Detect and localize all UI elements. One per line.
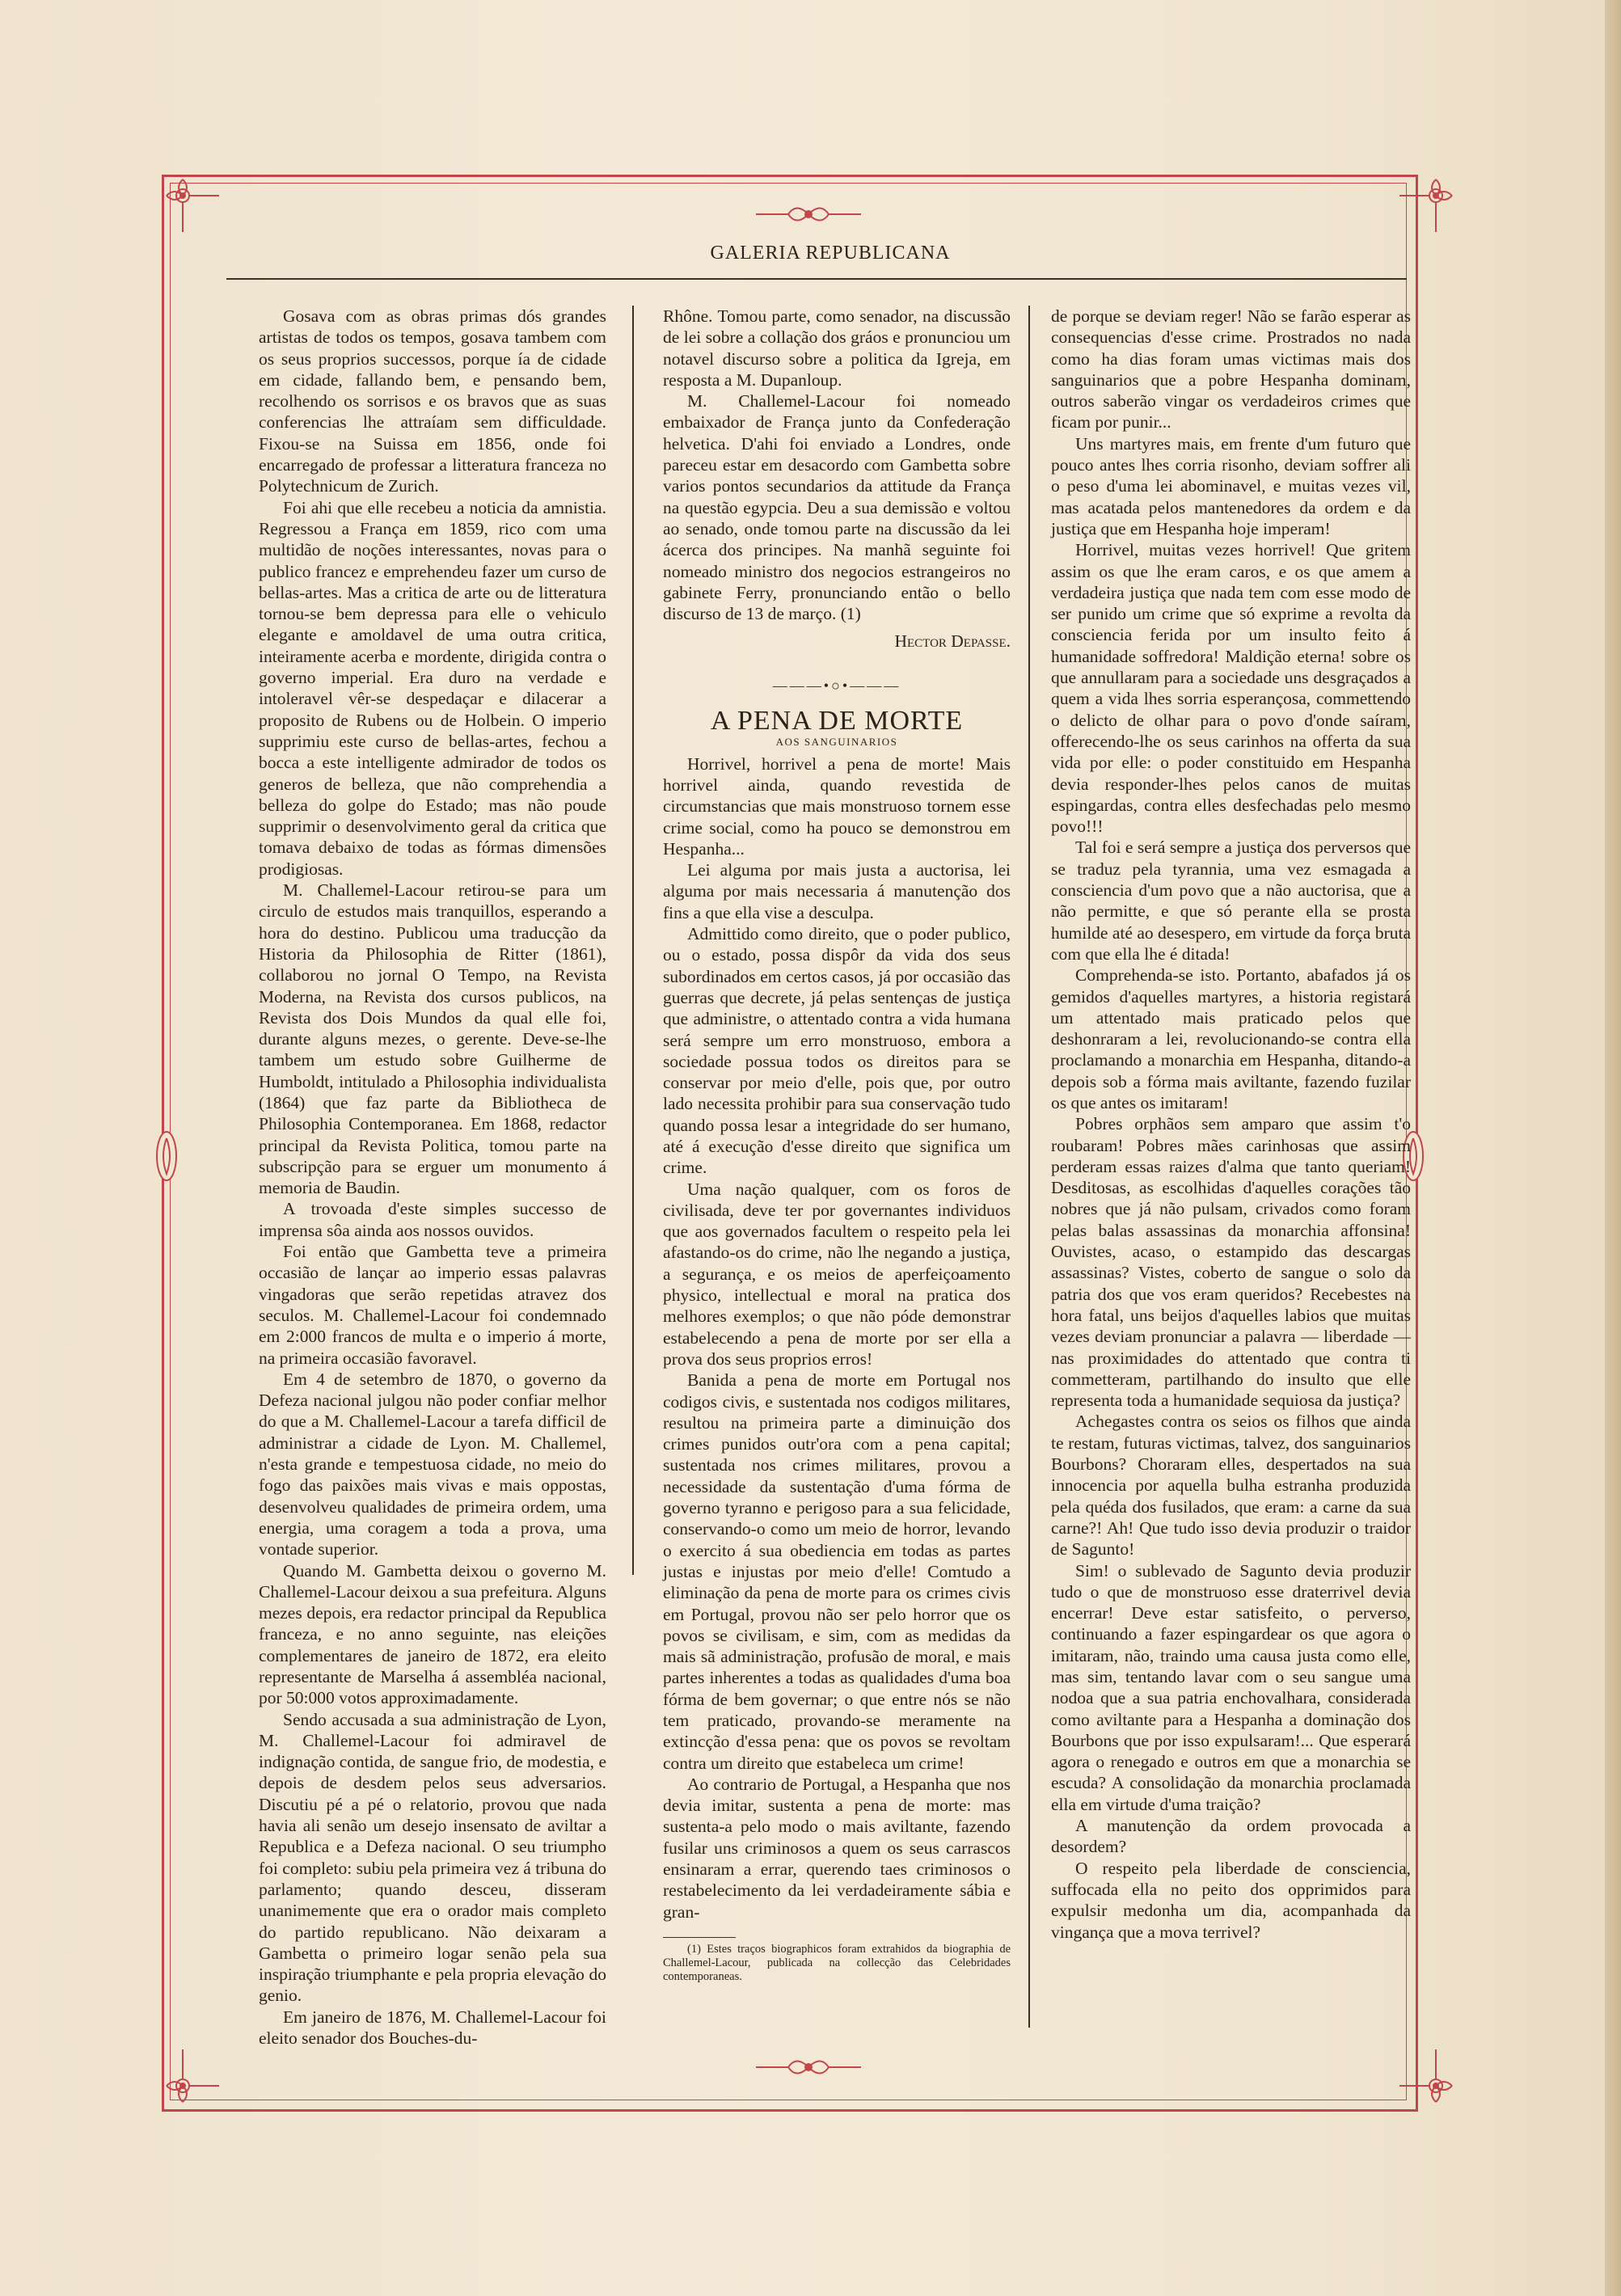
column-rule xyxy=(1028,306,1030,2028)
paragraph: Foi ahi que elle recebeu a noticia da amnistia. Regressou a França em 1859, rico com uma multidão de noções interessantes, novas para o publico francez e emprehendeu fazer um curso de bellas-artes. Mas a critica de arte ou de litteratura tornou-se bem depressa para elle o vehiculo elegante e amoldavel de uma outra critica, inteiramente acerba e mordente, dirigida contra o governo imperial. Era duro na verdade e intoleravel vêr-se despedaçar e dilacerar a proposito de Rubens ou de Holbein. O imperio supprimiu este curso de bellas-artes, fechou a bocca a este intelligente admirador de todos os generos de belleza, que não comprehendia a belleza do golpe do Estado; mas não poude supprimir o desenvolvimento geral da critica que tomava debaixo de todas as fórmas dimensões prodigiosas. xyxy=(259,497,606,879)
paragraph: Sim! o sublevado de Sagunto devia produzir tudo o que de monstruoso esse draterrivel devia encerrar! Deve estar satisfeito, o perverso, continuando a fazer espingardear os que agora o imitaram, não, traindo uma causa justa como elle, mas sim, tentando lavar com o seu sangue uma nodoa que a sua patria enchovalhara, considerada como aviltante para a Hespanha a dominação dos Bourbons que por isso expulsaram!... Que esperará agora o renegado e outros em que a monarchia se escuda? A consolidação da monarchia proclamada ella em virtude d'uma traição? xyxy=(1051,1560,1411,1814)
center-scroll-icon xyxy=(752,200,865,228)
corner-flourish-icon xyxy=(1395,171,1460,236)
paragraph: A trovoada d'este simples successo de imprensa sôa ainda aos nossos ouvidos. xyxy=(259,1199,606,1240)
corner-flourish-icon xyxy=(158,2045,223,2110)
paragraph: O respeito pela liberdade de consciencia, suffocada ella no peito dos opprimidos para expulsir medonha um dia, acompanhada da vingança que a mova terrivel? xyxy=(1051,1858,1411,1942)
column-1 xyxy=(259,306,606,2049)
column-3 xyxy=(1051,306,1411,1943)
column-2 xyxy=(663,306,1011,1984)
paragraph: Foi então que Gambetta teve a primeira occasião de lançar ao imperio essas palavras vingadoras que serão repetidas atravez dos seculos. M. Challemel-Lacour foi condemnado em 2:000 francos de multa e o imperio á morte, na primeira occasião favoravel. xyxy=(259,1242,606,1368)
column-rule xyxy=(632,306,634,1575)
paragraph: Horrivel, horrivel a pena de morte! Mais horrivel ainda, quando revestida de circumstancias que mais monstruoso tornem esse crime social, como ha pouco se demonstrou em Hespanha... xyxy=(663,753,1011,859)
article-subtitle: AOS SANGUINARIOS xyxy=(775,736,898,749)
section-divider: ———•○•——— xyxy=(772,677,901,694)
paragraph: Gosava com as obras primas dós grandes artistas de todos os tempos, gosava tambem com os seus proprios successos, porque ía de cidade em cidade, fallando bem, e pensando bem, recolhendo os sorrisos e os bravos que as suas conferencias lhe attraíam sem difficuldade. Fixou-se na Suissa em 1856, onde foi encarregado de professar a litteratura franceza no Polytechnicum de Zurich. xyxy=(259,306,606,496)
footnote: (1) Estes traços biographicos foram extrahidos da biographia de Challemel-Lacour, publicada na collecção das Celebridades contemporaneas. xyxy=(663,1942,1011,1983)
next-page-edge xyxy=(1605,0,1621,2296)
paragraph: Pobres orphãos sem amparo que assim t'o roubaram! Pobres mães carinhosas que assim perderam essas raizes d'alma que tanto queriam! Desditosas, as escolhidas d'aquelles corações tão nobres que já não pulsam, crivados como foram pelas balas assassinas da monarchia affonsina! Ouvistes, acaso, o estampido das descargas assassinas? Vistes, coberto de sangue o solo da patria dos que vos eram queridos? Recebestes na hora fatal, uns beijos d'aquelles labios que muitas vezes deviam pronunciar a palavra — liberdade — nas proximidades do attentado que contra ti commetteram, partilhando do insulto que elle representa toda a humanidade sequiosa da justiça? xyxy=(1051,1114,1411,1411)
author-signature: Hector Depasse. xyxy=(894,631,1011,652)
paragraph: Comprehenda-se isto. Portanto, abafados já os gemidos d'aquelles martyres, a historia registará um attentado mais praticado pelos que deshonraram a lei, revolucionando-se contra ella proclamando a monarchia em Hespanha, ditando-a depois sob a fórma mais aviltante, fazendo fuzilar os que antes os imitaram! xyxy=(1051,965,1411,1112)
paragraph: M. Challemel-Lacour retirou-se para um circulo de estudos mais tranquillos, esperando a hora do destino. Publicou uma traducção da Historia da Philosophia de Ritter (1861), collaborou no jornal O Tempo, na Revista Moderna, na Revista dos cursos publicos, na Revista dos Dois Mundos da qual elle foi, durante alguns mezes, o gerente. Deve-se-lhe tambem um estudo sobre Guilherme de Humboldt, intitulado a Philosophia individualista (1864) que faz parte da Bibliotheca de Philosophia Contemporanea. Em 1868, redactor principal da Revista Politica, tomou parte na subscripção para se erguer um monumento á memoria de Baudin. xyxy=(259,880,606,1198)
paragraph: Em 4 de setembro de 1870, o governo da Defeza nacional julgou não poder confiar melhor do que a M. Challemel-Lacour a tarefa difficil de administrar a cidade de Lyon. M. Challemel, n'esta grande e tempestuosa cidade, no meio do fogo das paixões mais vivas e mais oppostas, desenvolveu qualidades de primeira ordem, uma energia, uma coragem a toda a prova, uma vontade superior. xyxy=(259,1369,606,1560)
paragraph: Em janeiro de 1876, M. Challemel-Lacour foi eleito senador dos Bouches-du- xyxy=(259,2007,606,2049)
paragraph: A manutenção da ordem provocada a desordem? xyxy=(1051,1816,1411,1857)
paragraph: Quando M. Gambetta deixou o governo M. Challemel-Lacour deixou a sua prefeitura. Alguns mezes depois, era redactor principal da Republica franceza, e no anno seguinte, nas eleições complementares de janeiro de 1872, era eleito representante de Marselha á assembléa nacional, por 50:000 votos approximadamente. xyxy=(259,1560,606,1708)
paragraph: Lei alguma por mais justa a auctorisa, lei alguma por mais necessaria á manutenção dos fins a que ella vise a desculpa. xyxy=(663,860,1011,922)
paragraph: Banida a pena de morte em Portugal nos codigos civis, e sustentada nos codigos militares, resultou na primeira parte a diminuição dos crimes punidos outr'ora com a pena capital; sustentada nos crimes militares, provou a necessidade da sustentação d'uma fórma de governo tyranno e perigoso para a sua felicidade, conservando-o como um meio de horror, levando o exercito á sua obediencia em todas as partes justas e injustas por meio d'elle! Comtudo a eliminação da pena de morte para os crimes civis em Portugal, provou não ser pelo horror que os povos se civilisam, e sim, com as medidas da mais sã administração, profusão de moral, e mais partes inherentes a todas as qualidades d'uma boa fórma de bem governar; o que entre nós se não tem praticado, provando-se meramente na extincção d'essa pena: que os povos se revoltam contra um direito que estabeleca um crime! xyxy=(663,1370,1011,1773)
paragraph: Tal foi e será sempre a justiça dos perversos que se traduz pela tyrannia, uma vez esmagada a consciencia d'um povo que a não auctorisa, que a não permitte, e que só perante ella se prosta humilde até ao desespero, em virtude da força bruta com que ella lhe é ditada! xyxy=(1051,838,1411,964)
paragraph: Achegastes contra os seios os filhos que ainda te restam, futuras victimas, talvez, dos sanguinarios Bourbons? Choraram elles, despertados na sua innocencia por aquella bulha estranha produzida pela quéda dos fusilados, que eram: a carne da sua carne?! Ah! Que tudo isso devia produzir o traidor de Sagunto! xyxy=(1051,1412,1411,1560)
paragraph: Uma nação qualquer, com os foros de civilisada, deve ter por governantes individuos que aos governados facultem o respeito pela lei afastando-os do crime, não lhe negando a justiça, a segurança, e os meios de aperfeiçoamento physico, intellectual e moral na pratica dos melhores exemplos; o que não póde demonstrar estabelecendo a pena de morte por ser ella a prova dos seus proprios erros! xyxy=(663,1179,1011,1369)
running-head: GALERIA REPUBLICANA xyxy=(710,243,951,264)
corner-flourish-icon xyxy=(158,171,223,236)
paragraph: Ao contrario de Portugal, a Hespanha que nos devia imitar, sustenta a pena de morte: mas sustenta-a pelo modo o mais aviltante, fazendo fusilar uns criminosos a quem os seus carrascos ensinaram a errar, querendo taes criminosos o restabelecimento da lei verdadeiramente sábia e gran- xyxy=(663,1774,1011,1922)
article-title: A PENA DE MORTE xyxy=(710,706,964,736)
paragraph: Uns martyres mais, em frente d'um futuro que pouco antes lhes corria risonho, deviam soffrer ali o peso d'uma lei abominavel, e muitas vezes vil, mas acatada pelos mantenedores da ordem e da justiça que em Hespanha hoje imperam! xyxy=(1051,433,1411,538)
paragraph: M. Challemel-Lacour foi nomeado embaixador de França junto da Confederação helvetica. D'ahi foi enviado a Londres, onde pareceu estar em desacordo com Gambetta sobre varios pontos secundarios da attitude da França na questão egypcia. Deu a sua demissão e voltou ao senado, onde tomou parte na discussão da lei ácerca dos principes. Na manhã seguinte foi nomeado ministro dos negocios estrangeiros no gabinete Ferry, pronunciando então o bello discurso de 13 de março. (1) xyxy=(663,391,1011,624)
paragraph: Admittido como direito, que o poder publico, ou o estado, possa dispôr da vida dos seus subordinados em certos casos, já por occasião das guerras que decrete, já pelas sentenças de justiça que administre, o attentado contra a vida humana será sempre um erro monstruoso, embora a sociedade possua todos os direitos para se conservar por meio d'elle, pois que, por outro lado necessita prohibir para sua conservação tudo quando possa lesar a integridade do ser humano, até á execução d'esse direito que significa um crime. xyxy=(663,924,1011,1178)
paragraph: Rhône. Tomou parte, como senador, na discussão de lei sobre a collação dos gráos e pronunciou um notavel discurso sobre a politica da Igreja, em resposta a M. Dupanloup. xyxy=(663,306,1011,390)
center-scroll-icon xyxy=(752,2053,865,2081)
paragraph: Horrivel, muitas vezes horrivel! Que gritem assim os que lhe eram caros, e os que amem a verdadeira justiça que nada tem com esse modo de ser punido um crime que só exprime a revolta da consciencia ferida por um insulto feito á humanidade soffredora! Maldição eterna! sobre os que annullaram para a sociedade uns desgraçados a quem a vida lhes sorria esperançosa, commettendo o delicto de olhar para o povo d'onde saíram, offerecendo-lhe os seus carinhos na offerta da sua vida por elle: o poder constituido em Hespanha devia responder-lhes pelos canos de muitas espingardas, contra elles desfechadas pelo mesmo povo!!! xyxy=(1051,540,1411,837)
side-medallion-icon xyxy=(150,1116,183,1197)
header-rule xyxy=(226,278,1407,280)
corner-flourish-icon xyxy=(1395,2045,1460,2110)
paragraph: de porque se deviam reger! Não se farão esperar as consequencias d'esse crime. Prostrados no nada como ha dias foram umas victimas mais dos sanguinarios que a pobre Hespanha dominam, outros saberão vingar os verdadeiros crimes que ficam por punir... xyxy=(1051,306,1411,433)
footnote-rule xyxy=(663,1937,736,1938)
paragraph: Sendo accusada a sua administração de Lyon, M. Challemel-Lacour foi admiravel de indignação contida, de sangue frio, de modestia, e depois de desdem pelos seus adversarios. Discutiu pé a pé o relatorio, provou que nada havia ali senão um desejo insensato de aviltar a Republica e a Defeza nacional. O seu triumpho foi completo: subiu pela primeira vez á tribuna do parlamento; quando desceu, disseram unanimemente que era o orador mais completo do partido republicano. Não deixaram a Gambetta o primeiro logar senão pela sua inspiração triumphante e pela propria elevação do genio. xyxy=(259,1709,606,2006)
